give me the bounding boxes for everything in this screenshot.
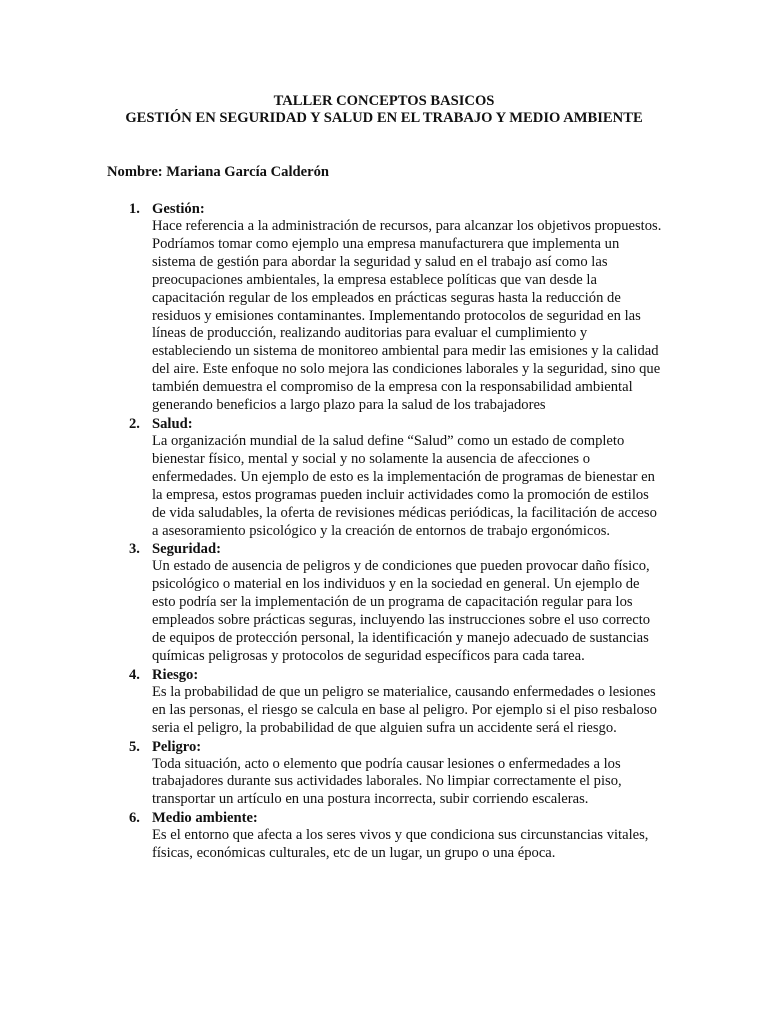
concept-definition: Un estado de ausencia de peligros y de condiciones que pueden provocar daño físico, psicológico o material en los individuos y en la sociedad en general. Un ejemplo de esto podría ser la implementación de un programa de capacitación regular para los empleados sobre prácticas seguras, incluyendo las instrucciones sobre el uso correcto de equipos de protección personal, la identificación y manejo adecuado de sustancias químicas peligrosas y protocolos de seguridad específicos para cada tarea. — [152, 558, 651, 664]
concept-definition: La organización mundial de la salud define “Salud” como un estado de completo bienestar físico, mental y social y no solamente la ausencia de afecciones o enfermedades. Un ejemplo de esto es la implementación de programas de bienestar en la empresa, estos programas pueden incluir actividades como la promoción de estilos de vida saludables, la oferta de revisiones médicas periódicas, la facilitación de acceso a asesoramiento psicológico y la creación de entornos de trabajo ergonómicos. — [152, 432, 657, 539]
concept-heading: Gestión: — [152, 201, 205, 217]
document-title-line-1: TALLER CONCEPTOS BASICOS — [273, 93, 495, 109]
concept-item-gestion — [0, 200, 768, 415]
concept-heading: Salud: — [152, 415, 193, 432]
concept-number: 1. — [129, 201, 140, 217]
concept-number: 4. — [129, 666, 140, 683]
author-name: Nombre: Mariana García Calderón — [107, 164, 329, 180]
concept-definition: Hace referencia a la administración de recursos, para alcanzar los objetivos propuestos. Podríamos tomar como ejemplo una empresa manufacturera que implementa un sistema de gestión para abordar la seguridad y salud en el trabajo así como las preocupaciones ambientales, la empresa establece políticas que van desde la capacitación regular de los empleados en prácticas seguras hasta la reducción de residuos y emisiones contaminantes. Implementando protocolos de seguridad en las líneas de producción, realizando auditorias para evaluar el cumplimiento y estableciendo un sistema de monitoreo ambiental para medir las emisiones y la calidad del aire. Este enfoque no solo mejora las condiciones laborales y la seguridad, sino que también demuestra el compromiso de la empresa con la responsabilidad ambiental generando beneficios a largo plazo para la salud de los trabajadores — [152, 218, 662, 414]
document-title-block — [0, 93, 768, 127]
concept-number: 5. — [129, 738, 140, 755]
concept-heading: Riesgo: — [152, 666, 199, 683]
concept-heading: Medio ambiente: — [152, 810, 258, 827]
concept-heading: Seguridad: — [152, 541, 221, 558]
concept-item-peligro — [0, 738, 768, 810]
concept-definition: Es la probabilidad de que un peligro se materialice, causando enfermedades o lesiones en las personas, el riesgo se calcula en base al peligro. Por ejemplo si el piso resbaloso seria el peligro, la probabilidad de que alguien sufra un accidente será el riesgo. — [152, 683, 657, 736]
concept-number: 6. — [129, 810, 140, 827]
concept-item-medio-ambiente — [0, 809, 768, 863]
concept-item-seguridad — [0, 540, 768, 665]
concept-definition: Es el entorno que afecta a los seres vivos y que condiciona sus circunstancias vitales, físicas, económicas culturales, etc de un lugar, un grupo o una época. — [152, 827, 649, 862]
concept-heading: Peligro: — [152, 738, 202, 755]
document-title-line-2: GESTIÓN EN SEGURIDAD Y SALUD EN EL TRABAJO Y MEDIO AMBIENTE — [125, 110, 643, 126]
concept-number: 2. — [129, 415, 140, 432]
concept-definition: Toda situación, acto o elemento que podría causar lesiones o enfermedades a los trabajadores durante sus actividades laborales. No limpiar correctamente el piso, transportar un artículo en una postura incorrecta, subir corriendo escaleras. — [152, 755, 622, 808]
concept-item-salud — [0, 415, 768, 540]
concept-list — [0, 200, 768, 863]
concept-item-riesgo — [0, 666, 768, 738]
concept-number: 3. — [129, 541, 140, 558]
